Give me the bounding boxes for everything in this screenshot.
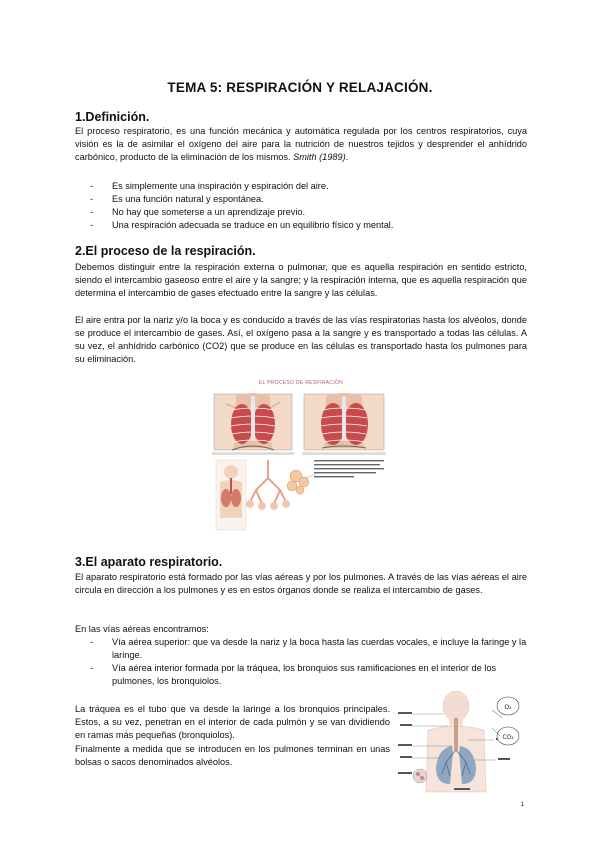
list-item: - Es simplemente una inspiración y espiración del aire.	[75, 180, 527, 193]
section-1-text: El proceso respiratorio, es una función mecánica y automática regulada por los centros respiratorios, cuya visión es la de asimilar el oxígeno del aire para la nutrición de nuestros tejidos y desprender el anhídrido carbónico, producto de la eliminación de los mismos.	[75, 126, 527, 162]
section-1-paragraph	[75, 125, 527, 164]
section-1-list	[75, 180, 527, 232]
list-item: - Vía aérea superior: que va desde la nariz y la boca hasta las cuerdas vocales, e incluye la faringe y la laringe.	[75, 636, 527, 662]
list-item: - Vía aérea interior formada por la tráquea, los bronquios sus ramificaciones en el interior de los pulmones, los bronquiolos.	[75, 662, 527, 688]
section-2-heading: 2.El proceso de la respiración.	[75, 244, 256, 258]
citation-end: .	[345, 152, 349, 162]
respiratory-system-figure	[398, 688, 526, 798]
section-2-paragraph-1: Debemos distinguir entre la respiración externa o pulmonar, que es aquella respiración en sentido estricto, siendo el intercambio gaseoso entre el aire y la sangre; y la respiración interna, que es aquella respiración que determina el intercambio de gases efectuado entre la sangre y las células.	[75, 262, 527, 298]
section-3-paragraph-2: La tráquea es el tubo que va desde la laringe a los bronquios principales. Estos, a su vez, penetran en el interior de cada pulmón y se van dividiendo en ramas más pequeñas (bronquiolos).	[75, 704, 390, 740]
page-title: TEMA 5: RESPIRACIÓN Y RELAJACIÓN.	[167, 80, 433, 95]
respiration-process-figure	[206, 378, 396, 536]
section-3-intro: En las vías aéreas encontramos:	[75, 624, 209, 634]
co2-label: CO₂	[502, 734, 514, 741]
respiration-illustration	[206, 378, 396, 536]
section-3-heading: 3.El aparato respiratorio.	[75, 555, 223, 569]
section-2-paragraph-2: El aire entra por la nariz y/o la boca y es conducido a través de las vías respiratorias hasta los alvéolos, donde se produce el intercambio de gases. Así, el oxígeno pasa a la sangre y es transportado a todas las células. A su vez, el anhídrido carbónico (CO2) que se produce en las células es transportado hasta los pulmones para su eliminación.	[75, 315, 527, 364]
o2-label: O₂	[504, 704, 512, 711]
page-number: 1	[520, 802, 524, 808]
section-1-heading: 1.Definición.	[75, 110, 150, 124]
section-3-paragraph-1: El aparato respiratorio está formado por las vías aéreas y por los pulmones. A través de las vías aéreas el aire circula en dirección a los pulmones y es en estos órganos donde se realiza el intercambio de gases.	[75, 572, 527, 595]
citation: Smith (1989)	[293, 152, 346, 162]
section-3-paragraph-3: Finalmente a medida que se introducen en los pulmones terminan en unas bolsas o sacos denominados alvéolos.	[75, 744, 390, 767]
figure-caption: EL PROCESO DE RESPIRACIÓN	[259, 380, 343, 386]
list-item: - No hay que someterse a un aprendizaje previo.	[75, 206, 527, 219]
list-item: - Es una función natural y espontánea.	[75, 193, 527, 206]
section-3-list	[75, 636, 527, 688]
list-item: - Una respiración adecuada se traduce en un equilibrio físico y mental.	[75, 219, 527, 232]
respiratory-system-illustration	[398, 688, 526, 798]
